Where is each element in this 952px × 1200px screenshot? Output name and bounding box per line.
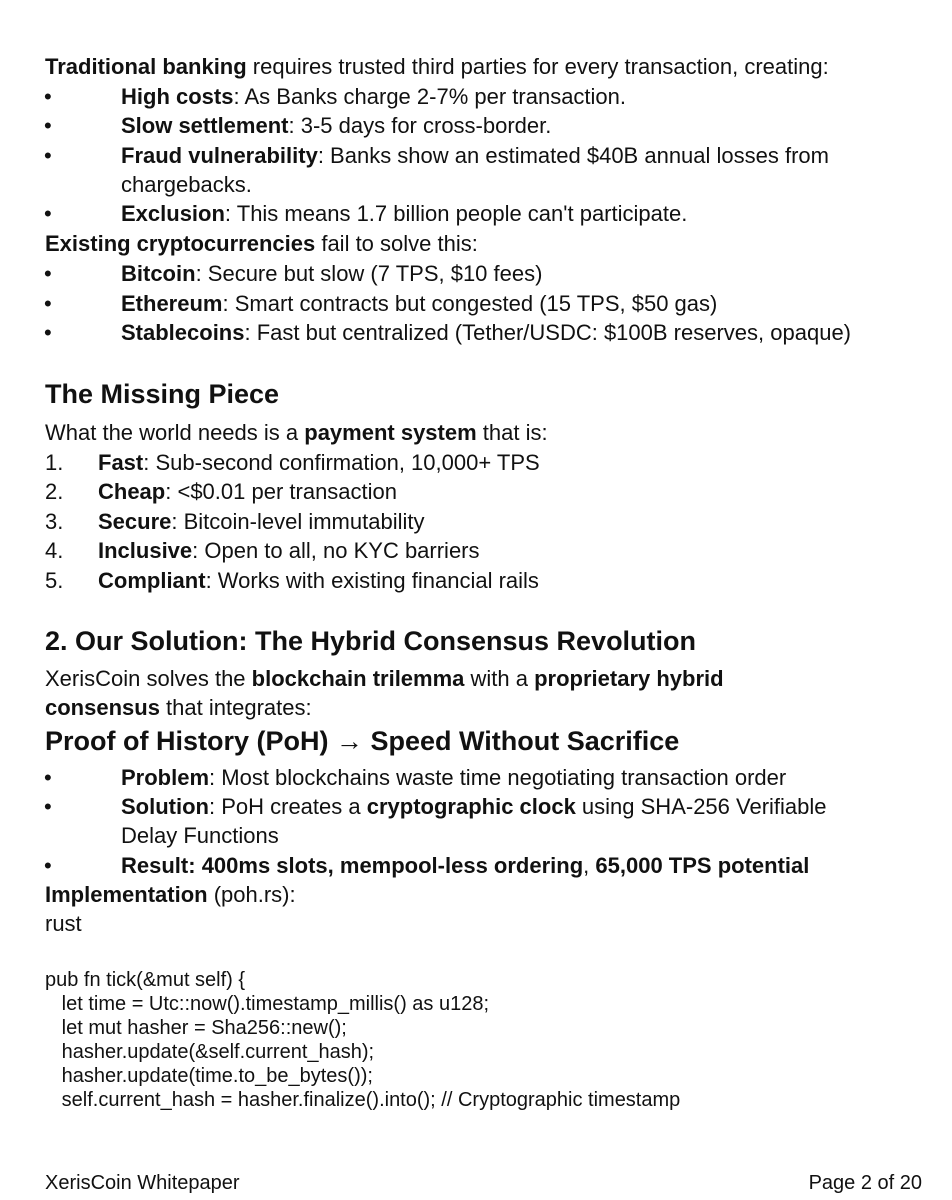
issue-term: High costs <box>121 84 234 109</box>
intro-bold: payment system <box>304 420 477 445</box>
poh-text-bold: : 400ms slots, mempool-less ordering <box>188 853 584 878</box>
crypto-intro-text: fail to solve this: <box>315 231 478 256</box>
poh-term: Problem <box>121 765 210 790</box>
list-number: 1. <box>45 450 64 475</box>
list-item <box>121 259 932 288</box>
list-item <box>121 763 932 792</box>
solution-intro-line-2 <box>45 693 932 722</box>
issue-text: : This means 1.7 billion people can't participate. <box>224 201 688 226</box>
implementation-term: Implementation <box>45 882 208 907</box>
list-number: 4. <box>45 538 64 563</box>
issue-text: : 3-5 days for cross-border. <box>288 113 552 138</box>
list-number: 2. <box>45 479 64 504</box>
bullet: • <box>44 320 52 345</box>
crypto-intro-term: Existing cryptocurrencies <box>45 231 316 256</box>
solution-intro-e: consensus <box>45 695 160 720</box>
list-item <box>121 111 932 140</box>
bullet: • <box>44 853 52 878</box>
code-language: rust <box>45 911 82 936</box>
list-item <box>121 82 932 111</box>
solution-intro-d: proprietary hybrid <box>534 666 724 691</box>
issue-text: : Banks show an estimated $40B annual losses from chargebacks. <box>121 143 829 197</box>
issue-term: Fraud vulnerability <box>121 143 318 168</box>
requirement-term: Cheap <box>98 479 166 504</box>
requirement-text: : Sub-second confirmation, 10,000+ TPS <box>143 450 540 475</box>
poh-text: , <box>583 853 596 878</box>
list-number: 3. <box>45 509 64 534</box>
solution-intro-b: blockchain trilemma <box>251 666 465 691</box>
list-item <box>121 318 852 347</box>
footer-title: XerisCoin Whitepaper <box>45 1172 240 1194</box>
issue-term: Slow settlement <box>121 113 289 138</box>
bullet: • <box>44 84 52 109</box>
solution-intro-a: XerisCoin solves the <box>45 666 252 691</box>
list-item <box>98 448 540 477</box>
list-item <box>98 507 424 536</box>
bullet: • <box>44 765 52 790</box>
requirement-text: : <$0.01 per transaction <box>165 479 398 504</box>
code-block: pub fn tick(&mut self) { let time = Utc::now().timestamp_millis() as u128; let mut hasher = Sha256::new(); hasher.update(&self.current_hash); hasher.update(time.to_be_bytes()); self.current_hash = hasher.finalize().into(); // Cryptographic timestamp <box>45 969 681 1111</box>
bullet: • <box>44 201 52 226</box>
banking-intro <box>45 52 932 81</box>
crypto-term: Bitcoin <box>121 261 196 286</box>
issue-term: Exclusion <box>121 201 225 226</box>
section-heading-solution: 2. Our Solution: The Hybrid Consensus Revolution <box>45 626 697 656</box>
requirement-term: Compliant <box>98 568 206 593</box>
poh-text-bold: 65,000 TPS potential <box>595 853 810 878</box>
solution-intro-line-1 <box>45 664 932 693</box>
list-item <box>121 199 932 228</box>
poh-term: Result <box>121 853 189 878</box>
list-item <box>121 792 932 821</box>
footer-page-number: Page 2 of 20 <box>808 1172 922 1194</box>
list-item <box>98 477 397 506</box>
missing-piece-intro <box>45 418 932 447</box>
crypto-term: Stablecoins <box>121 320 245 345</box>
requirement-text: : Works with existing financial rails <box>205 568 539 593</box>
poh-text: using SHA-256 Verifiable <box>575 794 827 819</box>
requirement-term: Secure <box>98 509 172 534</box>
list-item <box>121 141 912 199</box>
section-heading-missing-piece: The Missing Piece <box>45 379 280 409</box>
requirement-text: : Open to all, no KYC barriers <box>192 538 480 563</box>
poh-text-bold: cryptographic clock <box>366 794 576 819</box>
requirement-text: : Bitcoin-level immutability <box>171 509 425 534</box>
issue-text: : As Banks charge 2-7% per transaction. <box>233 84 627 109</box>
bullet: • <box>44 291 52 316</box>
intro-pre: What the world needs is a <box>45 420 305 445</box>
crypto-text: : Smart contracts but congested (15 TPS, $50 gas) <box>222 291 718 316</box>
bullet: • <box>44 143 52 168</box>
section-heading-poh: Proof of History (PoH) → Speed Without Sacrifice <box>45 726 680 756</box>
bullet: • <box>44 113 52 138</box>
poh-term: Solution <box>121 794 209 819</box>
bullet: • <box>44 261 52 286</box>
implementation-line <box>45 880 932 909</box>
poh-text: : Most blockchains waste time negotiating transaction order <box>209 765 787 790</box>
crypto-term: Ethereum <box>121 291 223 316</box>
solution-intro-c: with a <box>464 666 535 691</box>
crypto-intro <box>45 229 932 258</box>
poh-text: : PoH creates a <box>208 794 367 819</box>
list-item <box>121 851 932 880</box>
crypto-text: : Fast but centralized (Tether/USDC: $100B reserves, opaque) <box>244 320 851 345</box>
list-item <box>121 289 932 318</box>
banking-intro-text: requires trusted third parties for every transaction, creating: <box>246 54 829 79</box>
list-item <box>98 536 480 565</box>
list-item-continuation: Delay Functions <box>121 823 279 848</box>
solution-intro-f: that integrates: <box>159 695 312 720</box>
banking-intro-term: Traditional banking <box>45 54 247 79</box>
list-item <box>98 566 539 595</box>
implementation-file: (poh.rs): <box>207 882 296 907</box>
bullet: • <box>44 794 52 819</box>
list-number: 5. <box>45 568 64 593</box>
requirement-term: Inclusive <box>98 538 193 563</box>
intro-post: that is: <box>476 420 548 445</box>
crypto-text: : Secure but slow (7 TPS, $10 fees) <box>195 261 543 286</box>
requirement-term: Fast <box>98 450 144 475</box>
